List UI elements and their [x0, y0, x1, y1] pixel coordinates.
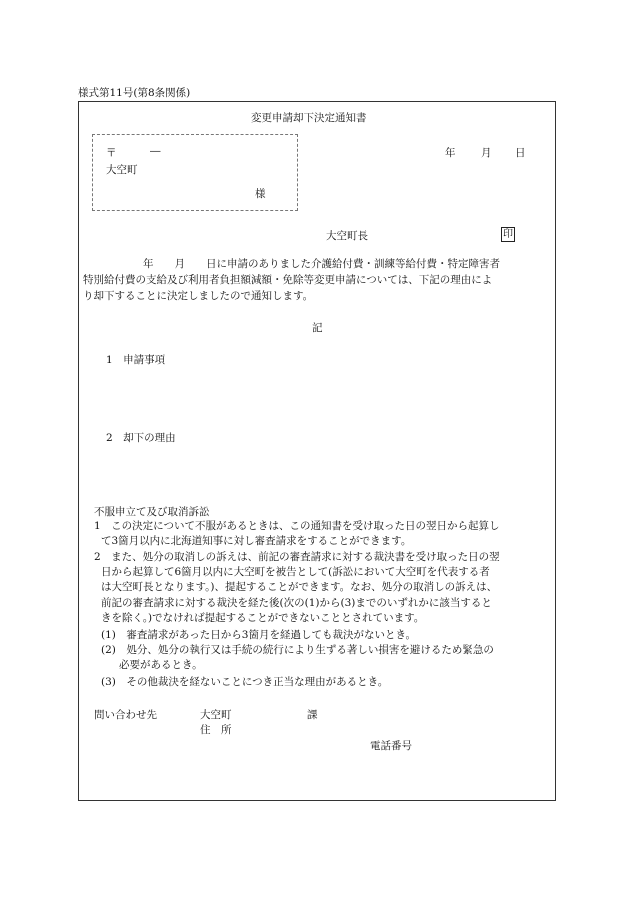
appeal-line: きを除く。)でなければ提起することができないこととされています。 — [101, 612, 425, 624]
honorific: 様 — [255, 188, 266, 200]
appeal-line: て3箇月以内に北海道知事に対し審査請求をすることができます。 — [101, 535, 412, 547]
postal-mark: 〒 — [106, 147, 117, 159]
contact-town: 大空町 — [200, 709, 232, 721]
appeal-line: 1 この決定について不服があるときは、この通知書を受け取った日の翌日から起算し — [94, 520, 500, 532]
date-year: 年 — [445, 147, 456, 159]
postal-dash: ― — [150, 145, 161, 157]
contact-section: 課 — [307, 709, 318, 721]
appeal-line: (3) その他裁決を経ないことにつき正当な理由があるとき。 — [101, 676, 389, 688]
item-application: 1 申請事項 — [106, 354, 166, 366]
issuer: 大空町長 — [326, 230, 368, 242]
appeal-heading: 不服申立て及び取消訴訟 — [94, 506, 210, 518]
appeal-line: (1) 審査請求があった日から3箇月を経過しても裁決がないとき。 — [101, 629, 417, 641]
form-label: 様式第11号(第8条関係) — [78, 87, 191, 99]
document-title: 変更申請却下決定通知書 — [251, 112, 367, 124]
appeal-line: 2 また、処分の取消しの訴えは、前記の審査請求に対する裁決書を受け取った日の翌 — [94, 551, 500, 563]
ki-heading: 記 — [312, 322, 323, 334]
contact-label: 問い合わせ先 — [94, 709, 157, 721]
date-day: 日 — [515, 147, 526, 159]
appeal-line: 必要があるとき。 — [119, 659, 203, 671]
seal-mark: 印 — [503, 229, 513, 240]
body-line-1: 年 月 日に申請のありました介護給付費・訓練等給付費・特定障害者 — [143, 258, 500, 270]
appeal-line: 日から起算して6箇月以内に大空町を被告として(訴訟において大空町を代表する者 — [101, 566, 490, 578]
contact-address-label: 住 所 — [200, 724, 232, 736]
appeal-line: (2) 処分、処分の執行又は手続の続行により生ずる著しい損害を避けるため緊急の — [101, 644, 494, 656]
body-line-3: り却下することに決定しましたので通知します。 — [83, 290, 314, 302]
address-town: 大空町 — [106, 164, 138, 176]
appeal-line: は大空町長となります。)、提起することができます。なお、処分の取消しの訴えは、 — [101, 581, 498, 593]
body-line-2: 特別給付費の支給及び利用者負担額減額・免除等変更申請については、下記の理由によ — [83, 274, 493, 286]
date-month: 月 — [481, 147, 492, 159]
contact-phone-label: 電話番号 — [370, 740, 412, 752]
appeal-line: 前記の審査請求に対する裁決を経た後(次の(1)から(3)までのいずれかに該当すると — [101, 597, 492, 609]
item-reason: 2 却下の理由 — [106, 432, 176, 444]
